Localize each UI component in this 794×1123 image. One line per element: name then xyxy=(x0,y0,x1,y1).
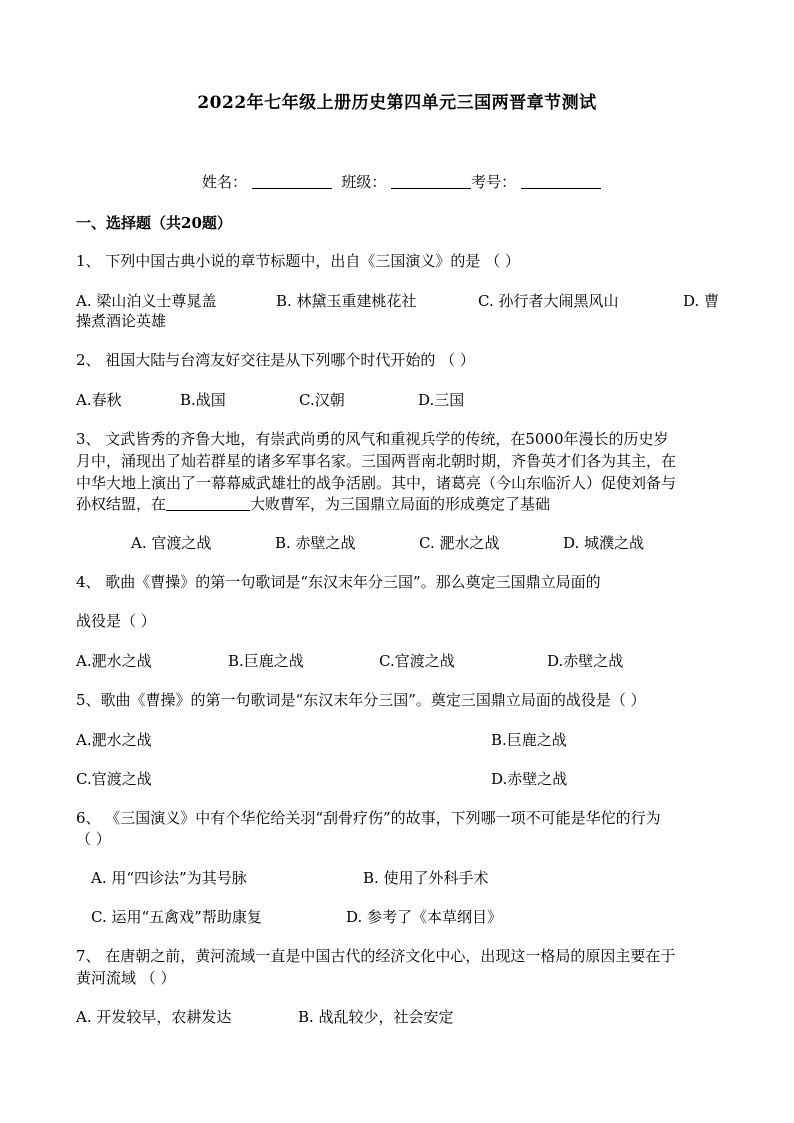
class-label: 班级： xyxy=(341,173,387,191)
q3-line-2: 月中，涌现出了灿若群星的诸多军事名家。三国两晋南北朝时期，齐鲁英才们各为其主，在 xyxy=(76,452,677,470)
q6-option-c: C. 运用“五禽戏”帮助康复 xyxy=(91,908,262,926)
q2-stem: 2、 祖国大陆与台湾友好交往是从下列哪个时代开始的 （ ） xyxy=(76,351,475,369)
q2-option-b: B.战国 xyxy=(180,391,226,409)
q1-option-b: B. 林黛玉重建桃花社 xyxy=(276,292,417,310)
q3-option-b: B. 赤壁之战 xyxy=(275,534,356,552)
q3-line-4-start: 孙权结盟，在 xyxy=(76,495,167,513)
q4-option-d: D.赤壁之战 xyxy=(547,652,624,670)
q1-option-d: D. 曹 xyxy=(683,292,720,310)
q4-line-1: 4、 歌曲《曹操》的第一句歌词是“东汉末年分三国”。那么奠定三国鼎立局面的 xyxy=(76,573,601,591)
q6-line-1: 6、 《三国演义》中有个华佗给关羽“刮骨疗伤”的故事，下列哪一项不可能是华佗的行为 xyxy=(76,809,661,827)
q6-option-d: D. 参考了《本草纲目》 xyxy=(346,908,503,926)
q6-line-2: （ ） xyxy=(76,830,111,848)
q6-option-b: B. 使用了外科手术 xyxy=(363,869,489,887)
q3-line-3: 中华大地上演出了一幕幕威武雄壮的战争活剧。其中，诸葛亮（今山东临沂人）促使刘备与 xyxy=(76,474,677,492)
q3-line-4-end: 大败曹军，为三国鼎立局面的形成奠定了基础 xyxy=(250,495,551,513)
q4-option-c: C.官渡之战 xyxy=(379,652,455,670)
section-heading: 一、选择题（共20题） xyxy=(76,214,232,232)
q3-line-4 xyxy=(76,494,721,514)
q5-option-b: B.巨鹿之战 xyxy=(491,731,567,749)
q3-line-1: 3、 文武皆秀的齐鲁大地，有崇武尚勇的风气和重视兵学的传统，在5000年漫长的历史岁 xyxy=(76,430,669,448)
exam-label: 考号： xyxy=(471,173,517,191)
q4-line-2: 战役是（ ） xyxy=(76,612,156,630)
student-info xyxy=(202,171,601,192)
q5-option-a: A.淝水之战 xyxy=(76,731,152,749)
q3-answer-blank xyxy=(166,496,250,511)
q7-line-2: 黄河流域 （ ） xyxy=(76,969,176,987)
q5-stem: 5、歌曲《曹操》的第一句歌词是“东汉末年分三国”。奠定三国鼎立局面的战役是（ ） xyxy=(76,691,646,709)
q2-option-d: D.三国 xyxy=(418,391,465,409)
q1-stem: 1、 下列中国古典小说的章节标题中，出自《三国演义》的是 （ ） xyxy=(76,252,520,270)
name-label: 姓名： xyxy=(202,173,248,191)
q3-option-c: C. 淝水之战 xyxy=(419,534,500,552)
q2-option-a: A.春秋 xyxy=(76,391,122,409)
name-blank[interactable] xyxy=(252,174,332,189)
q1-option-c: C. 孙行者大闹黑风山 xyxy=(478,292,619,310)
q4-option-b: B.巨鹿之战 xyxy=(228,652,304,670)
page-title: 2022年七年级上册历史第四单元三国两晋章节测试 xyxy=(197,93,597,113)
q2-option-c: C.汉朝 xyxy=(299,391,345,409)
class-blank[interactable] xyxy=(391,174,471,189)
q3-option-a: A. 官渡之战 xyxy=(131,534,212,552)
exam-blank[interactable] xyxy=(521,174,601,189)
q4-option-a: A.淝水之战 xyxy=(76,652,152,670)
q3-option-d: D. 城濮之战 xyxy=(563,534,645,552)
q7-option-a: A. 开发较早，农耕发达 xyxy=(76,1008,232,1026)
q1-option-d-cont: 操煮酒论英雄 xyxy=(76,312,167,330)
q7-option-b: B. 战乱较少，社会安定 xyxy=(298,1008,454,1026)
q7-line-1: 7、 在唐朝之前，黄河流域一直是中国古代的经济文化中心，出现这一格局的原因主要在于 xyxy=(76,947,676,965)
q6-option-a: A. 用“四诊法”为其号脉 xyxy=(91,869,247,887)
q5-option-d: D.赤壁之战 xyxy=(491,770,568,788)
q5-option-c: C.官渡之战 xyxy=(76,770,152,788)
q1-option-a: A. 梁山泊义士尊晁盖 xyxy=(76,292,217,310)
